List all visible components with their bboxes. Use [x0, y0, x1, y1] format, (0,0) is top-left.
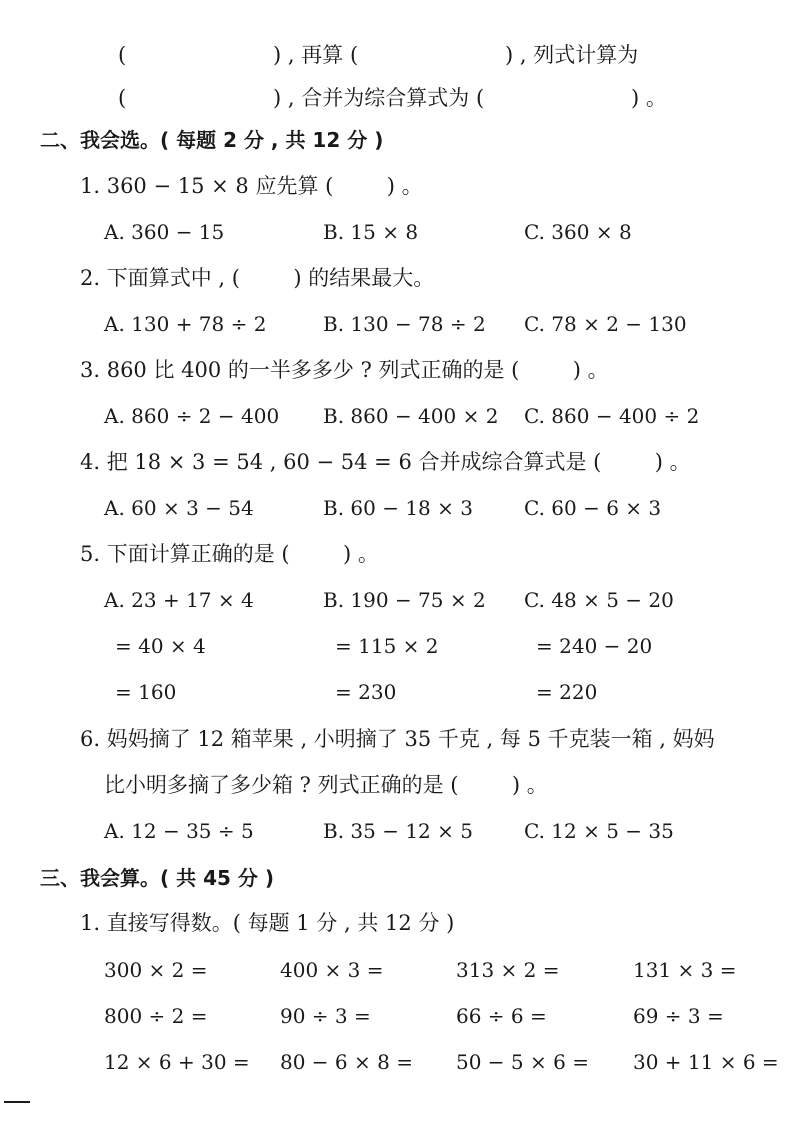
q5-c-step-1: = 240 − 20 [536, 634, 653, 658]
calc-item: 66 ÷ 6 = [456, 1004, 547, 1028]
calc-item: 300 × 2 = [104, 958, 208, 982]
sub-question-1: 1. 直接写得数。( 每题 1 分 , 共 12 分 ) [80, 911, 455, 935]
q6-option-c: C. 12 × 5 − 35 [524, 819, 674, 843]
q1-stem: 1. 360 − 15 × 8 应先算 ( ) 。 [80, 174, 423, 198]
carryover-line-2: ( ) , 合并为综合算式为 ( ) 。 [118, 86, 667, 110]
q5-c-step-2: = 220 [536, 680, 598, 704]
calc-item: 313 × 2 = [456, 958, 560, 982]
q3-option-a: A. 860 ÷ 2 − 400 [104, 404, 280, 428]
q5-option-c: C. 48 × 5 − 20 [524, 588, 674, 612]
section-3-heading: 三、我会算。( 共 45 分 ) [40, 866, 274, 890]
calc-item: 12 × 6 + 30 = [104, 1050, 250, 1074]
q2-option-a: A. 130 + 78 ÷ 2 [104, 312, 267, 336]
q6-stem-line-1: 6. 妈妈摘了 12 箱苹果 , 小明摘了 35 千克 , 每 5 千克装一箱 , 妈妈 [80, 727, 715, 751]
carryover-line-1: ( ) , 再算 ( ) , 列式计算为 [118, 43, 639, 67]
calc-item: 131 × 3 = [633, 958, 737, 982]
calc-item: 30 + 11 × 6 = [633, 1050, 779, 1074]
section-2-heading: 二、我会选。( 每题 2 分 , 共 12 分 ) [40, 128, 384, 152]
q6-stem-line-2: 比小明多摘了多少箱 ? 列式正确的是 ( ) 。 [104, 773, 548, 797]
q3-option-c: C. 860 − 400 ÷ 2 [524, 404, 700, 428]
q5-stem: 5. 下面计算正确的是 ( ) 。 [80, 542, 379, 566]
q5-option-b: B. 190 − 75 × 2 [323, 588, 486, 612]
calc-item: 800 ÷ 2 = [104, 1004, 208, 1028]
calc-item: 69 ÷ 3 = [633, 1004, 724, 1028]
calc-item: 80 − 6 × 8 = [280, 1050, 413, 1074]
q2-stem: 2. 下面算式中 , ( ) 的结果最大。 [80, 266, 435, 290]
q5-option-a: A. 23 + 17 × 4 [104, 588, 254, 612]
calc-item: 50 − 5 × 6 = [456, 1050, 589, 1074]
q3-stem: 3. 860 比 400 的一半多多少 ? 列式正确的是 ( ) 。 [80, 358, 609, 382]
q2-option-b: B. 130 − 78 ÷ 2 [323, 312, 486, 336]
q5-b-step-1: = 115 × 2 [335, 634, 439, 658]
q4-option-b: B. 60 − 18 × 3 [323, 496, 473, 520]
q6-option-b: B. 35 − 12 × 5 [323, 819, 473, 843]
calc-item: 90 ÷ 3 = [280, 1004, 371, 1028]
q4-stem: 4. 把 18 × 3 = 54 , 60 − 54 = 6 合并成综合算式是 ( ) 。 [80, 450, 691, 474]
q6-option-a: A. 12 − 35 ÷ 5 [104, 819, 254, 843]
q1-option-b: B. 15 × 8 [323, 220, 419, 244]
q3-option-b: B. 860 − 400 × 2 [323, 404, 499, 428]
q4-option-a: A. 60 × 3 − 54 [104, 496, 254, 520]
q2-option-c: C. 78 × 2 − 130 [524, 312, 687, 336]
q5-a-step-2: = 160 [115, 680, 177, 704]
calc-item: 400 × 3 = [280, 958, 384, 982]
q1-option-c: C. 360 × 8 [524, 220, 632, 244]
page-edge-mark [4, 1101, 30, 1103]
q1-option-a: A. 360 − 15 [104, 220, 225, 244]
q4-option-c: C. 60 − 6 × 3 [524, 496, 662, 520]
q5-a-step-1: = 40 × 4 [115, 634, 206, 658]
q5-b-step-2: = 230 [335, 680, 397, 704]
